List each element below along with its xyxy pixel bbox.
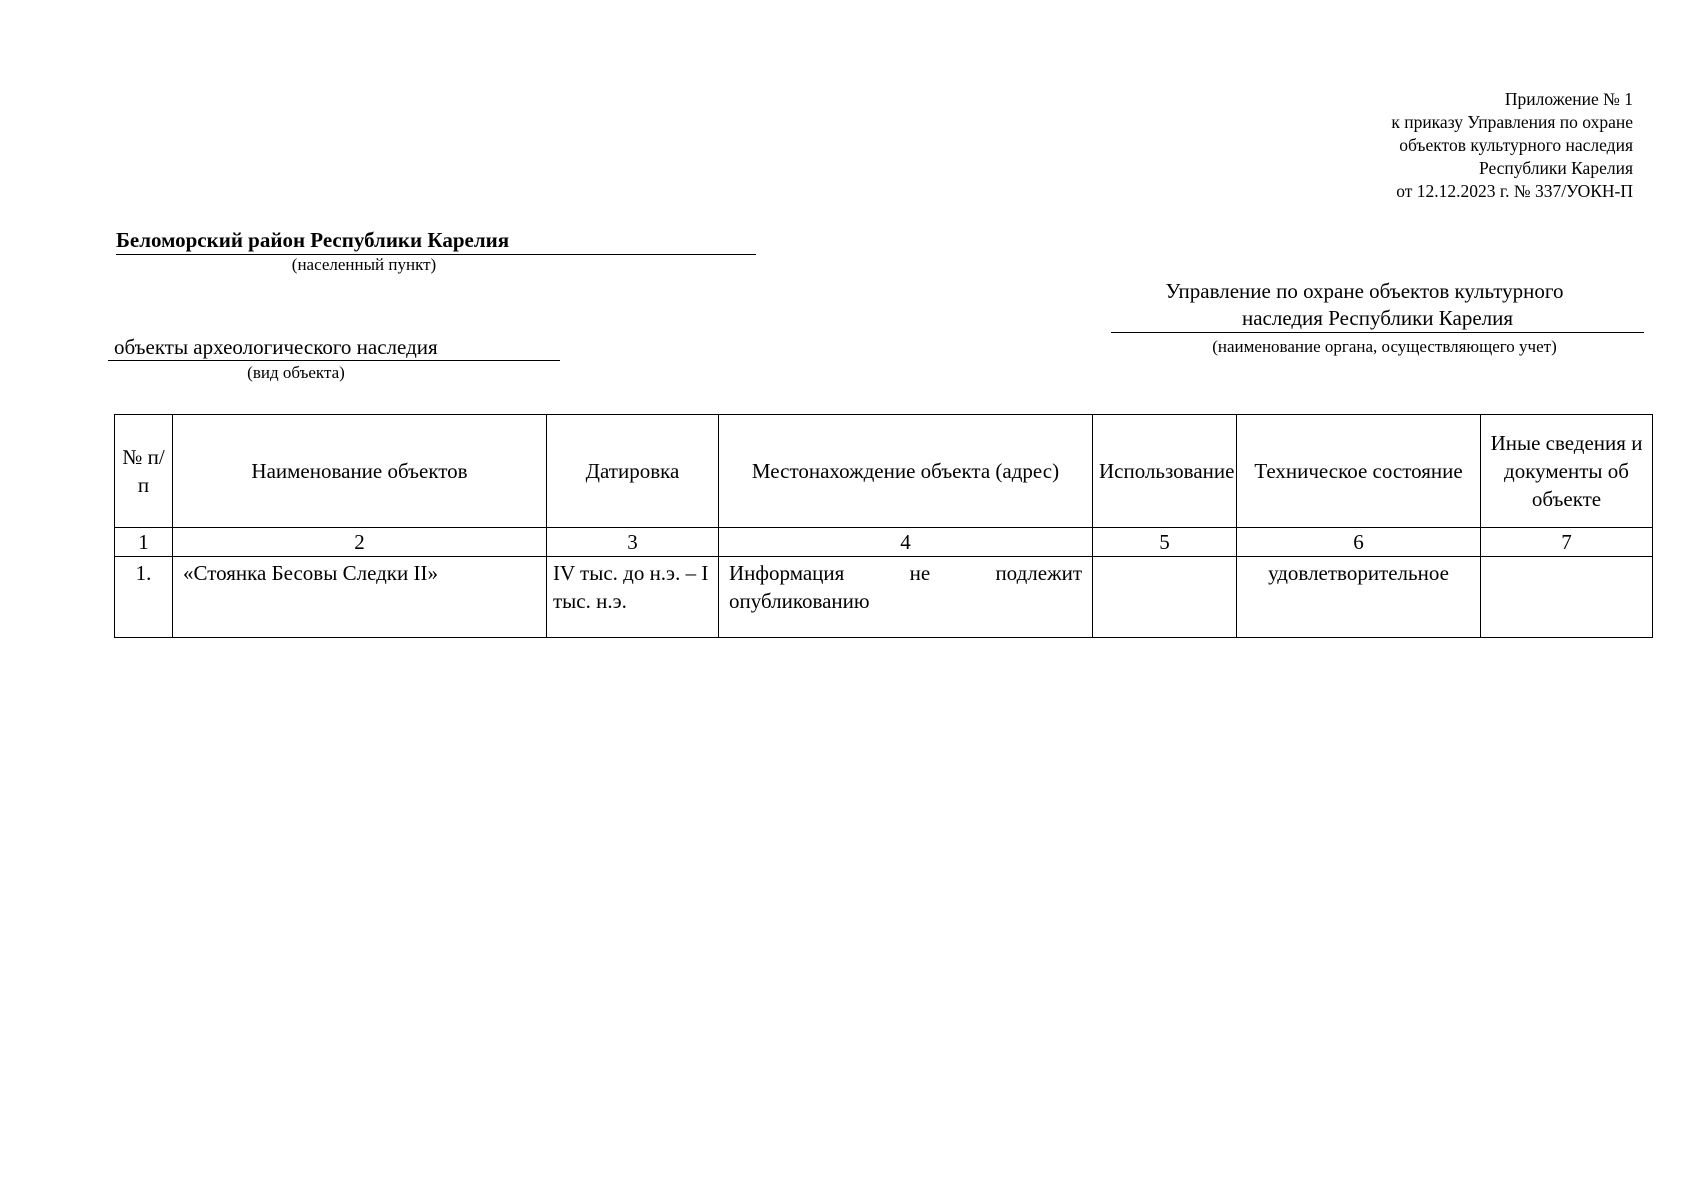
table-header-row bbox=[115, 415, 1653, 528]
settlement-caption: (населенный пункт) bbox=[291, 255, 437, 274]
registering-organ-line2: наследия Республики Карелия bbox=[1241, 306, 1514, 330]
settlement-field bbox=[116, 226, 756, 275]
cell-other bbox=[1481, 557, 1653, 638]
registering-organ-field bbox=[1111, 278, 1644, 357]
column-number: 5 bbox=[1093, 528, 1237, 557]
column-number: 1 bbox=[115, 528, 173, 557]
object-type-caption: (вид объекта) bbox=[247, 363, 345, 382]
appendix-order-date: от 12.12.2023 г. № 337/УОКН-П bbox=[1396, 181, 1633, 201]
column-number: 4 bbox=[719, 528, 1093, 557]
object-type-field bbox=[108, 334, 560, 383]
registering-organ-value bbox=[1111, 278, 1644, 333]
cell-name: «Стоянка Бесовы Следки II» bbox=[173, 557, 547, 638]
cell-condition: удовлетворительное bbox=[1237, 557, 1481, 638]
header-other: Иные сведения и документы об объекте bbox=[1481, 415, 1653, 528]
appendix-order-line: к приказу Управления по охране bbox=[1391, 112, 1633, 132]
appendix-order-line: Республики Карелия bbox=[1478, 158, 1633, 178]
appendix-title: Приложение № 1 bbox=[1504, 89, 1633, 109]
appendix-block bbox=[1391, 88, 1633, 203]
objects-table bbox=[114, 414, 1653, 638]
header-dating: Датировка bbox=[547, 415, 719, 528]
header-usage: Использование bbox=[1093, 415, 1237, 528]
cell-location: Информация не подлежит опубликованию bbox=[719, 557, 1093, 638]
column-number-row bbox=[115, 528, 1653, 557]
cell-usage bbox=[1093, 557, 1237, 638]
registering-organ-line1: Управление по охране объектов культурного bbox=[1165, 279, 1564, 303]
column-number: 7 bbox=[1481, 528, 1653, 557]
object-type-value: объекты археологического наследия bbox=[108, 334, 560, 361]
table-row bbox=[115, 557, 1653, 638]
cell-dating: IV тыс. до н.э. – I тыс. н.э. bbox=[547, 557, 719, 638]
header-location: Местонахождение объекта (адрес) bbox=[719, 415, 1093, 528]
header-name: Наименование объектов bbox=[173, 415, 547, 528]
appendix-order-line: объектов культурного наследия bbox=[1399, 135, 1633, 155]
column-number: 6 bbox=[1237, 528, 1481, 557]
cell-number: 1. bbox=[115, 557, 173, 638]
header-number: № п/п bbox=[115, 415, 173, 528]
settlement-value: Беломорский район Республики Карелия bbox=[116, 226, 756, 255]
column-number: 2 bbox=[173, 528, 547, 557]
registering-organ-caption: (наименование органа, осуществляющего учет) bbox=[1212, 337, 1557, 356]
column-number: 3 bbox=[547, 528, 719, 557]
header-condition: Техническое состояние bbox=[1237, 415, 1481, 528]
